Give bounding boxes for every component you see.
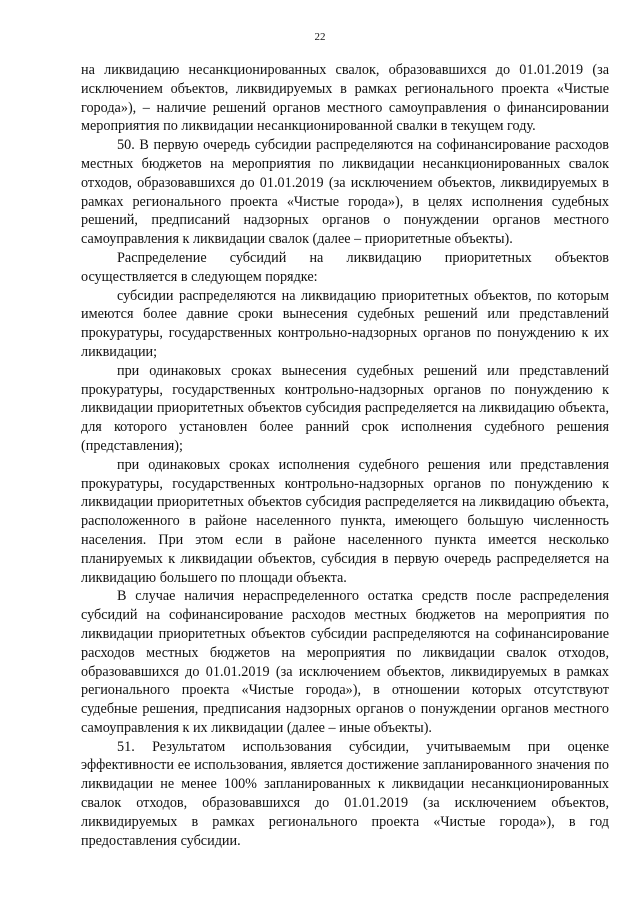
paragraph-item-50: 50. В первую очередь субсидии распределяются на софинансирование расходов местных бюджетов на мероприятия по ликвидации несанкционированных свалок отходов, образовавшихся до 01.01.2019 (за исключением объектов, ликвидируемых в рамках регионального проекта «Чистые города»), в целях исполнения судебных решений, предписаний надзорных органов о понуждении органов местного самоуправления к ликвидации свалок (далее – приоритетные объекты). xyxy=(81,137,609,248)
paragraph-continuation: на ликвидацию несанкционированных свалок, образовавшихся до 01.01.2019 (за исключением объектов, ликвидируемых в рамках регионального проекта «Чистые города»), – наличие решений органов местного самоуправления о финансировании мероприятия по ликвидации несанкционированной свалки в текущем году. xyxy=(81,62,609,135)
paragraph-rule-2: при одинаковых сроках вынесения судебных решений или представлений прокуратуры, государственных контрольно-надзорных органов по понуждению к ликвидации приоритетных объектов субсидия распределяется на ликвидацию объекта, для которого установлен более ранний срок исполнения судебного решения (представления); xyxy=(81,362,609,454)
paragraph-distribution-order: Распределение субсидий на ликвидацию приоритетных объектов осуществляется в следующем порядке: xyxy=(81,249,609,285)
document-body xyxy=(81,61,609,850)
paragraph-remainder: В случае наличия нераспределенного остатка средств после распределения субсидий на софинансирование расходов местных бюджетов на мероприятия по ликвидации приоритетных объектов субсидии распределяются на софинансирование расходов местных бюджетов на мероприятия по ликвидации свалок отходов, образовавшихся до 01.01.2019 (за исключением объектов, ликвидируемых в рамках регионального проекта «Чистые города»), в отношении которых отсутствуют судебные решения, предписания надзорных органов о понуждении органов местного самоуправления к их ликвидации (далее – иные объекты). xyxy=(81,588,609,736)
paragraph-rule-3: при одинаковых сроках исполнения судебного решения или представления прокуратуры, государственных контрольно-надзорных органов по понуждению к ликвидации приоритетных объектов субсидия распределяется на ликвидацию объекта, расположенного в районе населенного пункта, имеющего большую численность населения. При этом если в районе населенного пункта имеется несколько планируемых к ликвидации объектов, субсидия в первую очередь распределяется на ликвидацию большего по площади объекта. xyxy=(81,456,609,586)
page-number: 22 xyxy=(314,31,326,43)
paragraph-item-51: 51. Результатом использования субсидии, учитываемым при оценке эффективности ее использования, является достижение запланированного значения по ликвидации не менее 100% запланированных к ликвидации несанкционированных свалок отходов, образовавшихся до 01.01.2019 (за исключением объектов, ликвидируемых в рамках регионального проекта «Чистые города»), в год предоставления субсидии. xyxy=(81,738,609,849)
paragraph-rule-1: субсидии распределяются на ликвидацию приоритетных объектов, по которым имеются более давние сроки вынесения судебных решений или представлений прокуратуры, государственных контрольно-надзорных органов по понуждению к их ликвидации; xyxy=(81,287,609,360)
